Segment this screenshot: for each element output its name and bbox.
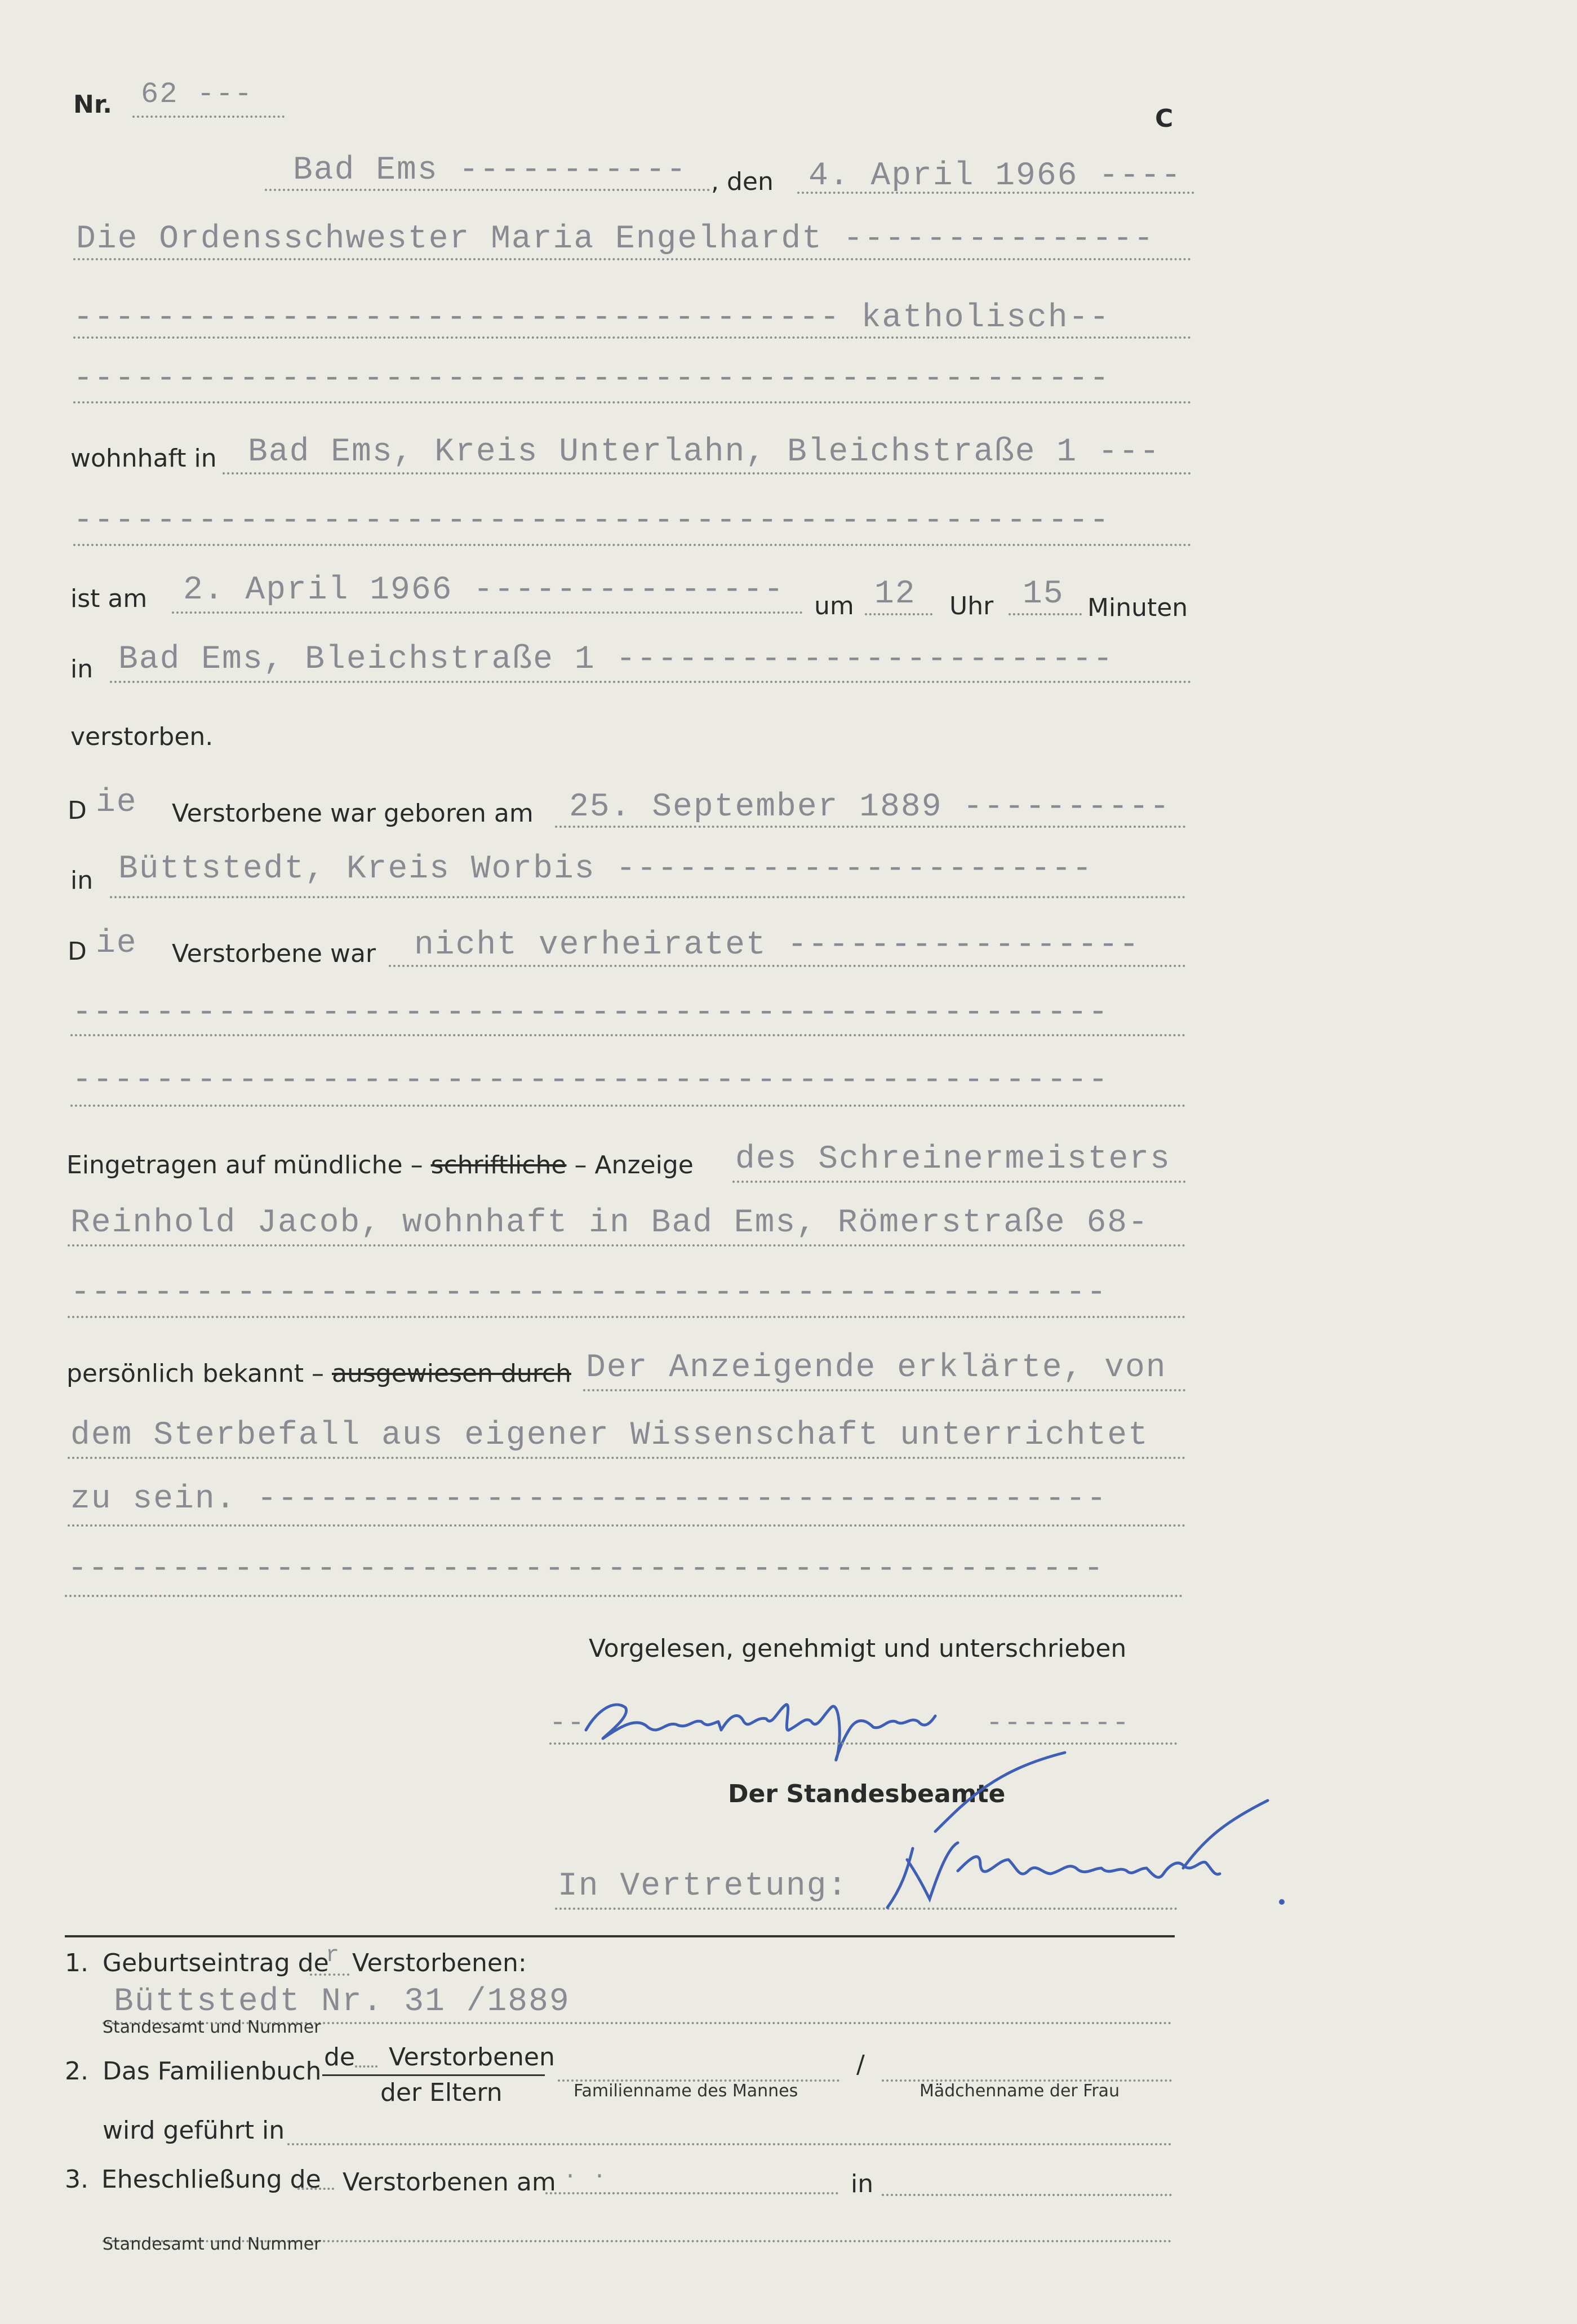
identity-line-1: [583, 1389, 1186, 1391]
item2-label: Das Familienbuch: [103, 2057, 322, 2086]
death-place: Bad Ems, Bleichstraße 1 ------------------------: [118, 641, 1114, 678]
item3-caption: Standesamt und Nummer: [103, 2234, 321, 2254]
death-minute-line: [1009, 613, 1082, 615]
identity-line-4: [65, 1595, 1183, 1597]
form-letter: C: [1155, 104, 1174, 133]
um-label: um: [814, 592, 854, 620]
identity-label: [66, 1359, 571, 1388]
birth-gender-suffix: ie: [96, 784, 137, 821]
uhr-label: Uhr: [949, 592, 994, 620]
informant-name-address: Reinhold Jacob, wohnhaft in Bad Ems, Römerstraße 68-: [70, 1205, 1149, 1241]
marital-line-2-text: --------------------------------------------------: [72, 995, 1109, 1031]
item1-label-b: Verstorbenen:: [352, 1949, 527, 1977]
item3-fill: . .: [563, 2159, 608, 2185]
informant-signature-line: [549, 1742, 1178, 1745]
item2-kept-label: wird geführt in: [103, 2116, 285, 2145]
item1-fill: r: [326, 1943, 341, 1968]
item2-fraction-line: [322, 2074, 545, 2076]
item2-number: 2.: [65, 2057, 88, 2086]
report-label-struck: schriftliche: [430, 1151, 567, 1179]
verstorben-label: verstorben.: [70, 722, 214, 751]
marital-status-line: [389, 965, 1186, 967]
person-line-3-text: --------------------------------------------------: [73, 361, 1110, 397]
birth-label: Verstorbene war geboren am: [172, 799, 534, 828]
nr-label: Nr.: [73, 90, 112, 119]
death-minute: 15: [1023, 576, 1064, 613]
informant-title-line: [732, 1181, 1186, 1183]
report-label-b: – Anzeige: [574, 1151, 694, 1179]
birth-in-label: in: [70, 866, 94, 895]
death-date-line: [172, 611, 803, 614]
identity-statement-3: zu sein. -----------------------------------------: [70, 1481, 1108, 1518]
residence-address: Bad Ems, Kreis Unterlahn, Bleichstraße 1 ---: [248, 434, 1161, 471]
birth-place-line: [110, 896, 1186, 898]
informant-title: des Schreinermeisters: [735, 1141, 1171, 1178]
item2-bottom: der Eltern: [380, 2078, 503, 2107]
residence-line-2-text: --------------------------------------------------: [73, 503, 1110, 539]
marital-status: nicht verheiratet -----------------: [414, 927, 1140, 964]
death-date: 2. April 1966 ---------------: [183, 572, 785, 609]
ist-am-label: ist am: [70, 584, 148, 613]
informant-line-2: [68, 1244, 1186, 1247]
person-line-1: [73, 258, 1192, 260]
death-in-label: in: [70, 655, 94, 684]
report-line-3-text: --------------------------------------------------: [70, 1275, 1108, 1311]
marriage-place-line: [882, 2194, 1172, 2196]
identity-line-3: [68, 1524, 1186, 1527]
item3-label-a: Eheschließung de: [101, 2165, 321, 2194]
footer-divider: [65, 1935, 1175, 1937]
marital-gender-suffix: ie: [96, 925, 137, 962]
marital-line-3: [70, 1105, 1186, 1107]
person-religion-line: ------------------------------------- katholisch--: [73, 300, 1110, 336]
item2-caption-maiden: Mädchenname der Frau: [919, 2081, 1120, 2101]
identity-line-4-text: --------------------------------------------------: [68, 1551, 1105, 1587]
item1-label-a: Geburtseintrag de: [103, 1949, 329, 1977]
marital-line-2: [70, 1034, 1186, 1036]
identity-label-struck: ausgewiesen durch: [332, 1359, 571, 1388]
person-name-line: Die Ordensschwester Maria Engelhardt ---------------: [76, 221, 1154, 258]
entry-number: 62 ---: [141, 78, 254, 111]
birth-date-line: [555, 826, 1186, 828]
report-label: [66, 1151, 694, 1179]
birth-register-entry: Büttstedt Nr. 31 /1889: [114, 1984, 570, 2020]
birth-place: Büttstedt, Kreis Worbis -----------------------: [118, 851, 1093, 888]
item2-kept-line: [287, 2143, 1172, 2145]
registry-place-line: [265, 189, 710, 191]
item2-top-a: de: [324, 2043, 355, 2072]
birth-d-prefix: D: [68, 796, 87, 825]
marriage-date-line: [545, 2192, 838, 2194]
marital-label: Verstorbene war: [172, 939, 376, 968]
identity-line-2: [68, 1457, 1186, 1459]
registry-place: Bad Ems -----------: [293, 152, 687, 189]
death-hour: 12: [874, 576, 916, 613]
item2-slash: /: [856, 2050, 865, 2079]
marital-line-3-text: --------------------------------------------------: [72, 1062, 1109, 1099]
person-line-2: [73, 336, 1192, 339]
item1-number: 1.: [65, 1949, 88, 1977]
birth-date: 25. September 1889 ----------: [569, 789, 1171, 826]
item2-caption-husband: Familienname des Mannes: [574, 2081, 798, 2101]
report-label-a: Eingetragen auf mündliche –: [66, 1151, 423, 1179]
identity-statement-2: dem Sterbefall aus eigener Wissenschaft unterrichtet: [70, 1417, 1149, 1454]
identity-statement-1: Der Anzeigende erklärte, von: [586, 1350, 1167, 1386]
death-place-line: [110, 681, 1192, 683]
identity-label-a: persönlich bekannt –: [66, 1359, 325, 1388]
item3-number: 3.: [65, 2165, 88, 2194]
marital-d-prefix: D: [68, 937, 87, 966]
person-line-3: [73, 401, 1192, 403]
read-approved-text: Vorgelesen, genehmigt und unterschrieben: [589, 1634, 1127, 1663]
item2-top-b: Verstorbenen: [389, 2043, 555, 2072]
item1-caption: Standesamt und Nummer: [103, 2017, 321, 2037]
entry-number-line: [132, 116, 285, 118]
report-line-3: [68, 1316, 1186, 1318]
minuten-label: Minuten: [1087, 593, 1188, 622]
registry-date: 4. April 1966 ----: [809, 158, 1182, 194]
registrar-title: Der Standesbeamte: [728, 1780, 1006, 1808]
residence-line-2: [73, 544, 1192, 546]
residence-label: wohnhaft in: [70, 444, 217, 473]
death-hour-line: [865, 613, 932, 615]
den-label: , den: [711, 167, 774, 196]
residence-line-1: [223, 472, 1192, 474]
registrar-signature: [868, 1747, 1307, 1922]
registry-date-line: [797, 192, 1194, 194]
item3-in-label: in: [851, 2170, 874, 2198]
deputy-label: In Vertretung:: [558, 1868, 849, 1905]
item3-label-b: Verstorbenen am: [343, 2168, 556, 2197]
